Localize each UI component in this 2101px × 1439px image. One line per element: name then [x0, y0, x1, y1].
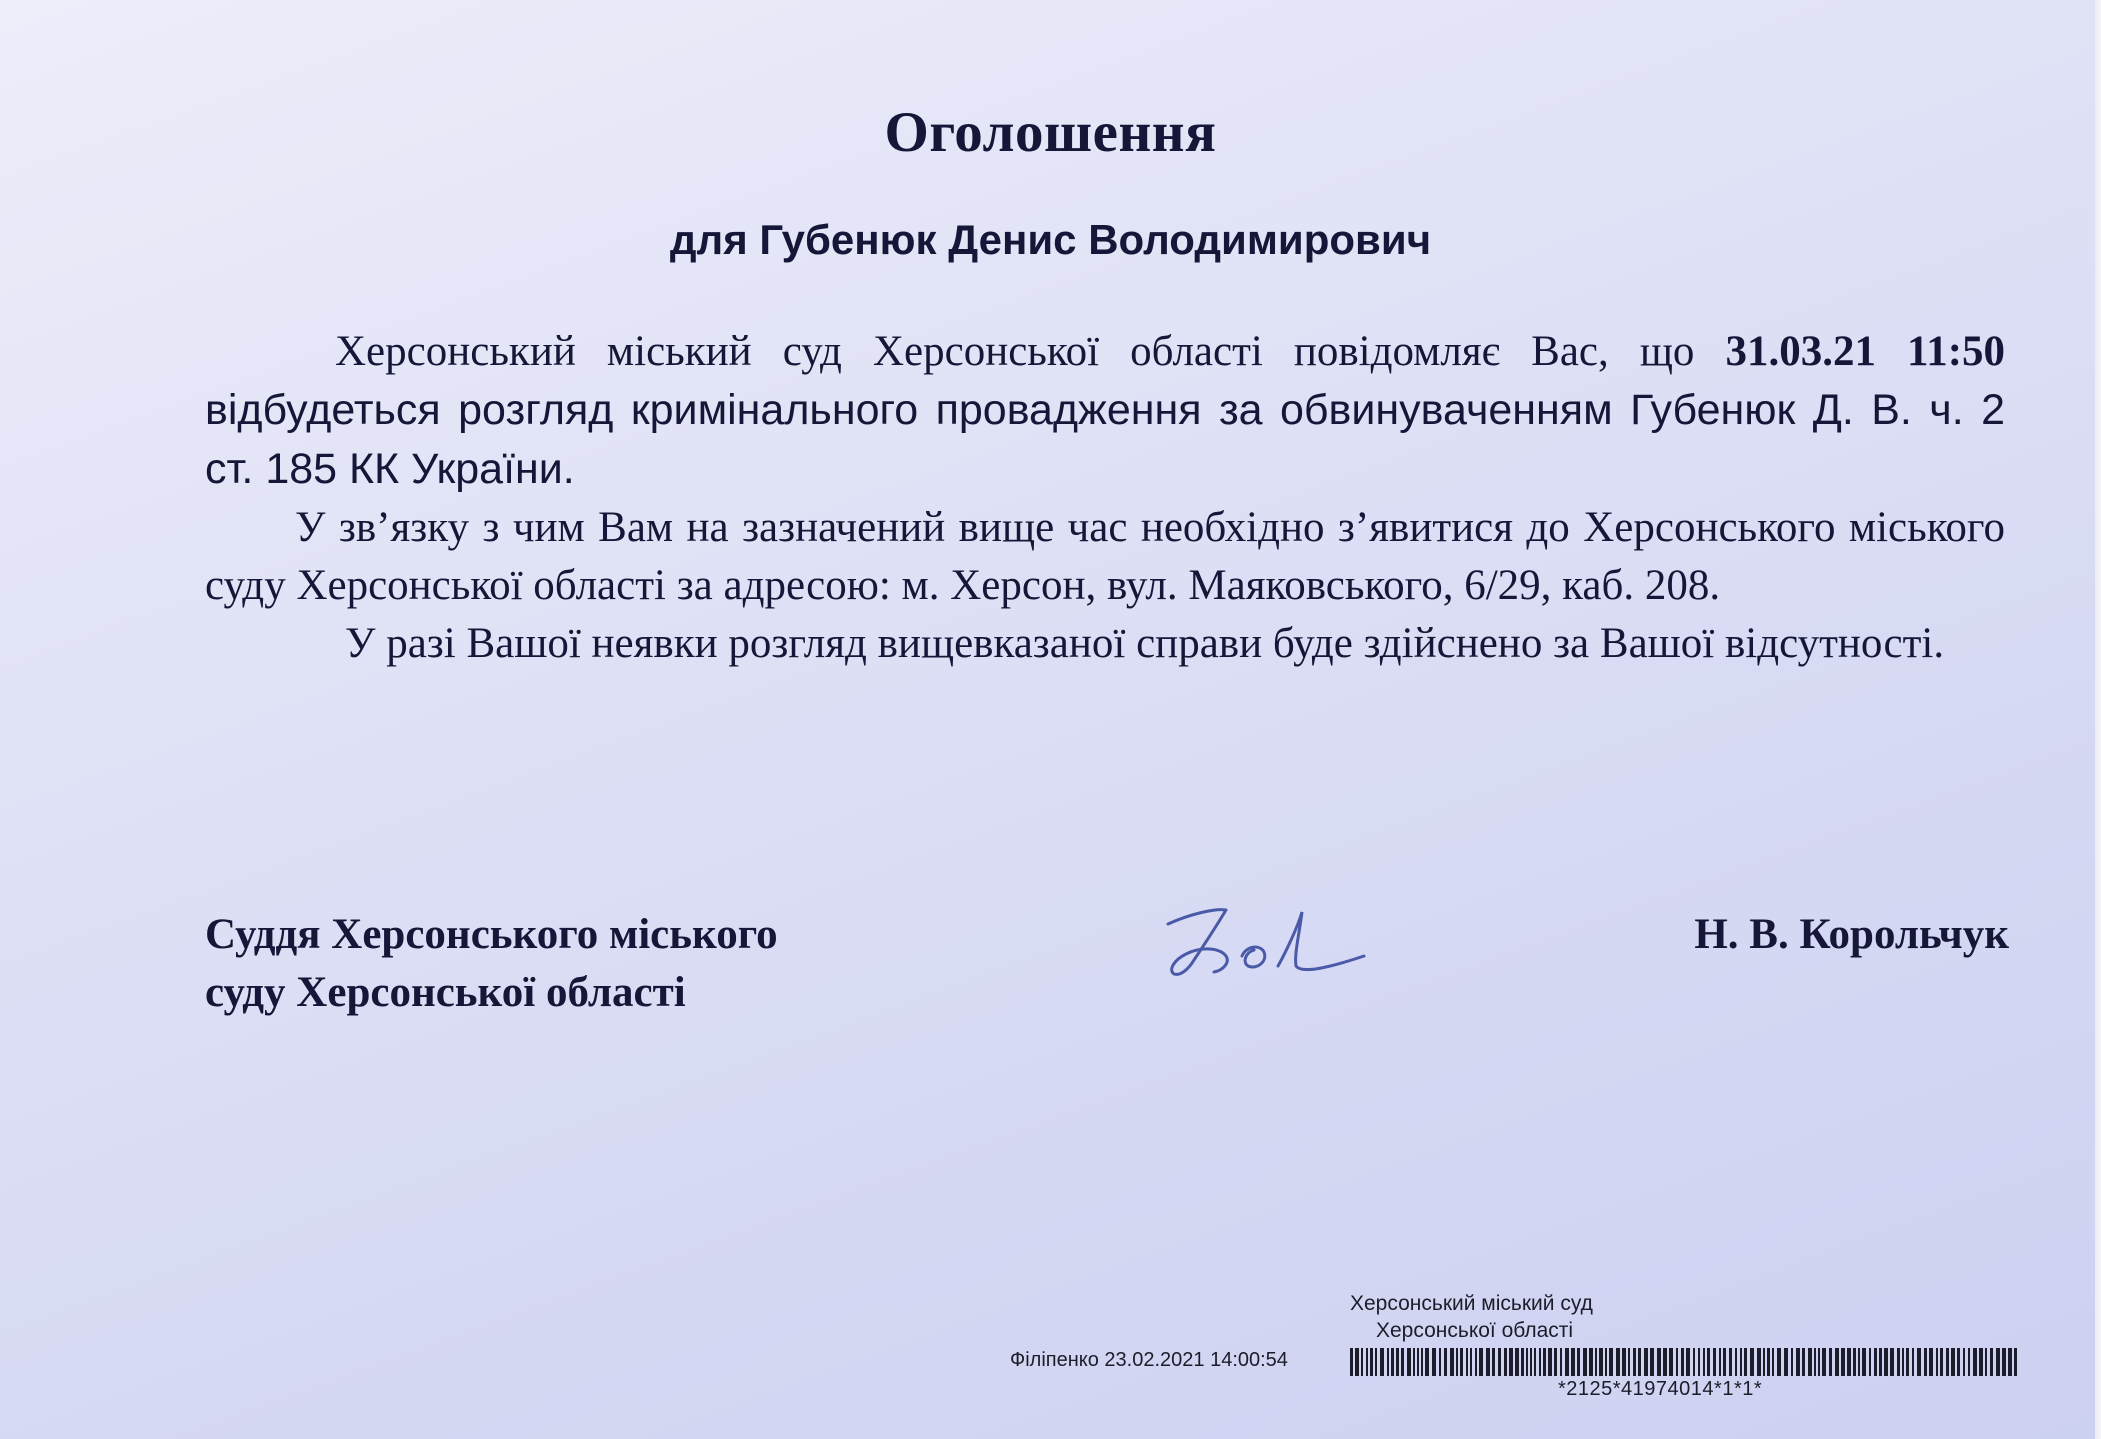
- stamp-registrar-datetime: Філіпенко 23.02.2021 14:00:54: [1010, 1349, 1288, 1371]
- judge-position: [205, 906, 778, 1022]
- hearing-text-after: відбудеться розгляд кримінального провадження за обвинуваченням Губенюк Д. В. ч. 2 ст. 185 КК України.: [205, 386, 2005, 493]
- stamp-court-name: [1350, 1290, 2010, 1344]
- judge-name: Н. В. Корольчук: [1694, 911, 2009, 958]
- judge-position-line1: Суддя Херсонського міського: [205, 911, 778, 958]
- stamp-court-line2: Херсонської області: [1376, 1319, 1574, 1342]
- paragraph-absence-warning: У разі Вашої неявки розгляд вищевказаної справи буде здійснено за Вашої відсутності.: [345, 620, 1945, 667]
- registration-stamp: [1010, 1290, 2020, 1400]
- barcode-number: *2125*41974014*1*1*: [1558, 1378, 1763, 1400]
- barcode-icon: [1350, 1348, 2020, 1376]
- notice-title: Оголошення: [884, 101, 1217, 164]
- handwritten-signature-icon: [1150, 890, 1370, 1000]
- paragraph-appearance-address: У зв’язку з чим Вам на зазначений вище час необхідно з’явитися до Херсонського міського суду Херсонської області за адресою: м. Херсон, вул. Маяковського, 6/29, каб. 208.: [205, 504, 2005, 609]
- notice-addressee: для Губенюк Денис Володимирович: [669, 216, 1432, 263]
- judge-position-line2: суду Херсонської області: [205, 969, 686, 1016]
- stamp-court-line1: Херсонський міський суд: [1350, 1292, 1593, 1315]
- hearing-datetime: 31.03.21 11:50: [1725, 328, 2006, 375]
- hearing-text-before: Херсонський міський суд Херсонської області повідомляє Вас, що: [335, 328, 1726, 375]
- notice-body: [205, 322, 2005, 673]
- paragraph-hearing-info: [205, 322, 2005, 499]
